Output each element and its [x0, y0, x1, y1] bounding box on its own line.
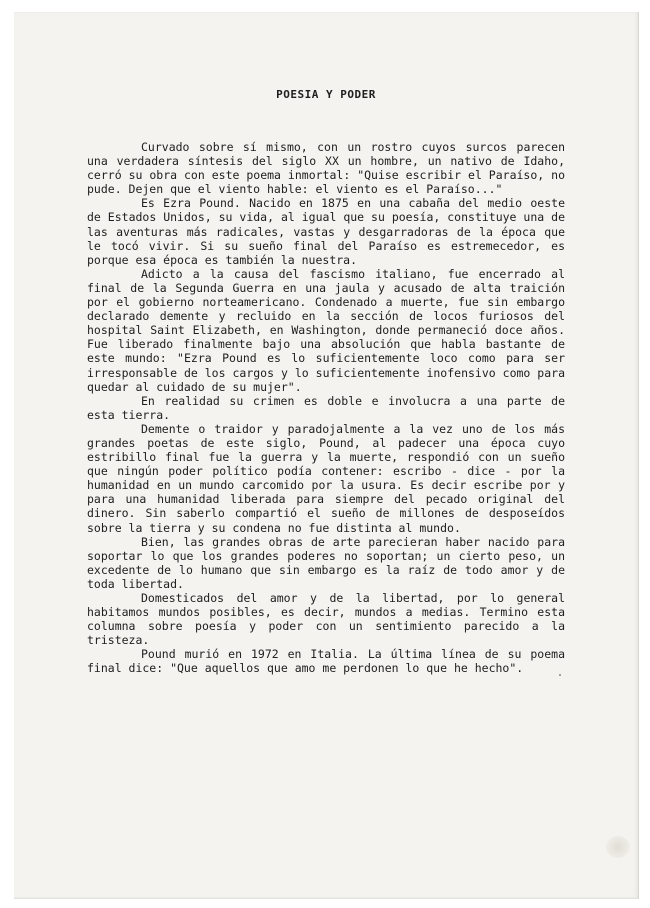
paragraph-6: Bien, las grandes obras de arte parecieran haber nacido para soportar lo que los grandes poderes no soportan; un cierto peso, un excedente de lo humano que sin embargo es la raíz de todo amor y de toda libertad. [87, 534, 565, 591]
ink-speck [559, 674, 561, 676]
paper-sheet [14, 12, 639, 899]
paragraph-4: En realidad su crimen es doble e involucra a una parte de esta tierra. [87, 393, 565, 422]
document-body [87, 140, 565, 676]
paragraph-3: Adicto a la causa del fascismo italiano, fue encerrado al final de la Segunda Guerra en una jaula y acusado de alta traición por el gobierno norteamericano. Condenado a muerte, fue sin embargo declarado demente y recluido en la sección de locos furiosos del hospital Saint Elizabeth, en Washington, donde permaneció doce años. Fue liberado finalmente bajo una absolución que habla bastante de este mundo: "Ezra Pound es lo suficientemente loco como para ser irresponsable de los cargos y lo suficientemente inofensivo como para quedar al cuidado de su mujer". [87, 266, 565, 394]
paper-stain [606, 836, 630, 858]
paragraph-1: Curvado sobre sí mismo, con un rostro cuyos surcos parecen una verdadera síntesis del siglo XX un hombre, un nativo de Idaho, cerró su obra con este poema inmortal: "Quise escribir el Paraíso, no pude. Dejen que el viento hable: el viento es el Paraíso..." [87, 140, 565, 197]
paragraph-2: Es Ezra Pound. Nacido en 1875 en una cabaña del medio oeste de Estados Unidos, su vida, al igual que su poesía, constituye una de las aventuras más radicales, vastas y desgarradoras de la época que le tocó vivir. Si su sueño final del Paraíso es estremecedor, es porque esa época es también la nuestra. [87, 196, 565, 267]
paragraph-8: Pound murió en 1972 en Italia. La última línea de su poema final dice: "Que aquellos que amo me perdonen lo que he hecho". [87, 647, 565, 676]
paragraph-7: Domesticados del amor y de la libertad, por lo general habitamos mundos posibles, es decir, mundos a medias. Termino esta columna sobre poesía y poder con un sentimiento parecido a la tristeza. [87, 591, 565, 648]
document-title: POESIA Y PODER [276, 88, 376, 101]
paragraph-5: Demente o traidor y paradojalmente a la vez uno de los más grandes poetas de este siglo, Pound, al padecer una época cuyo estribillo final fue la guerra y la muerte, respondió con un sueño que ningún poder político podía contener: escribo - dice - por la humanidad en un mundo carcomido por la usura. Es decir escribe por y para una humanidad liberada para siempre del pecado original del dinero. Sin saberlo compartió el sueño de millones de desposeídos sobre la tierra y su condena no fue distinta al mundo. [87, 421, 565, 535]
